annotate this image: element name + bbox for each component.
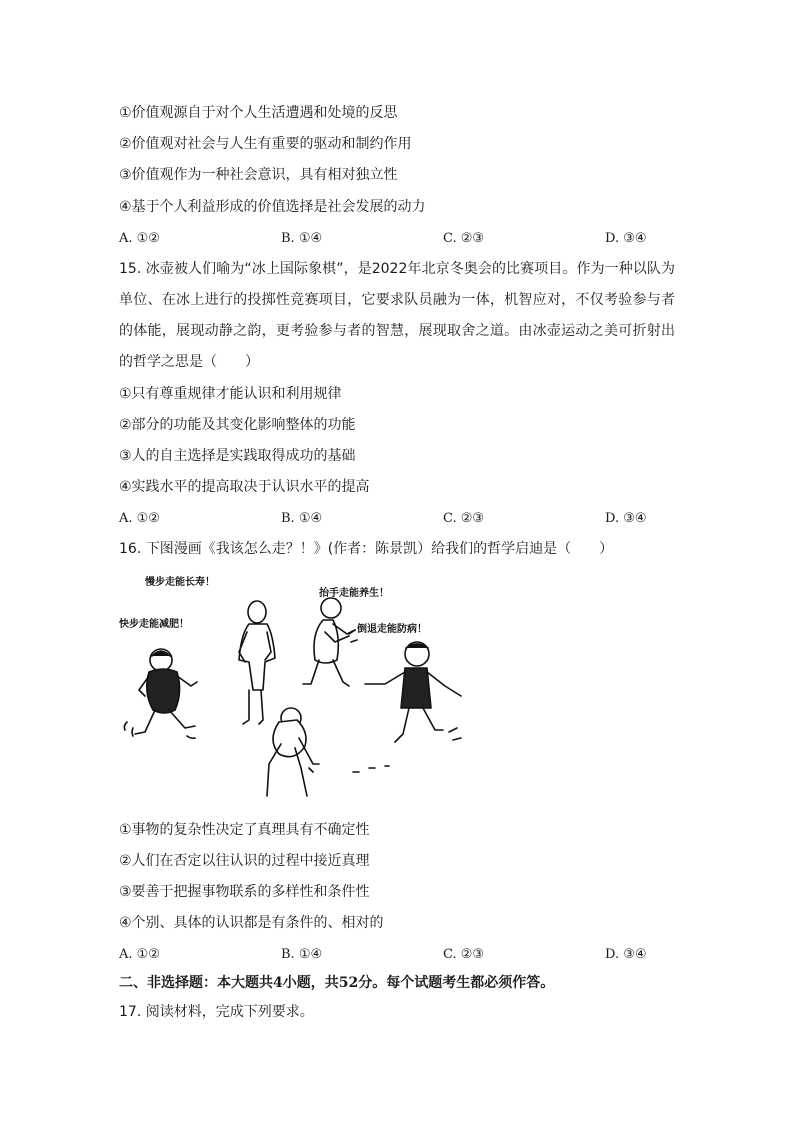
q16-option-d: D. ③④ bbox=[605, 947, 647, 962]
q16-option-c: C. ②③ bbox=[443, 947, 485, 962]
q14-option-a: A. ①② bbox=[119, 231, 160, 246]
q15-option-c: C. ②③ bbox=[443, 511, 485, 526]
q14-statement-4: ④基于个人利益形成的价值选择是社会发展的动力 bbox=[119, 199, 426, 215]
q15-statement-3: ③人的自主选择是实践取得成功的基础 bbox=[119, 448, 356, 464]
walking-cartoon bbox=[119, 572, 469, 808]
q16-option-a: A. ①② bbox=[119, 947, 160, 962]
crawling-walker-figure bbox=[267, 708, 389, 796]
q16-option-b: B. ①④ bbox=[281, 947, 323, 962]
q15-statement-2: ②部分的功能及其变化影响整体的功能 bbox=[119, 417, 356, 433]
q15-option-d: D. ③④ bbox=[605, 511, 647, 526]
caption-backward-walk: 倒退走能防病！ bbox=[357, 624, 427, 635]
q15-statement-4: ④实践水平的提高取决于认识水平的提高 bbox=[119, 479, 370, 495]
slow-walker-figure bbox=[239, 601, 275, 724]
q15-option-b: B. ①④ bbox=[281, 511, 323, 526]
q14-statement-1: ①价值观源自于对个人生活遭遇和处境的反思 bbox=[119, 105, 398, 121]
backward-walker-figure bbox=[365, 642, 461, 742]
caption-swing-walk: 抬手走能养生！ bbox=[319, 588, 389, 599]
q17-stem: 17. 阅读材料，完成下列要求。 bbox=[119, 1004, 314, 1020]
caption-fast-walk: 快步走能减肥！ bbox=[119, 619, 189, 630]
q15-option-a: A. ①② bbox=[119, 511, 160, 526]
q16-statement-2: ②人们在否定以往认识的过程中接近真理 bbox=[119, 853, 370, 869]
q16-options bbox=[119, 945, 679, 965]
fast-walker-figure bbox=[124, 649, 197, 738]
q16-statement-1: ①事物的复杂性决定了真理具有不确定性 bbox=[119, 822, 370, 838]
swing-walker-figure bbox=[303, 598, 357, 686]
q15-statement-1: ①只有尊重规律才能认识和利用规律 bbox=[119, 386, 342, 402]
q14-option-c: C. ②③ bbox=[443, 231, 485, 246]
q14-options bbox=[119, 229, 679, 249]
q14-statement-2: ②价值观对社会与人生有重要的驱动和制约作用 bbox=[119, 136, 412, 152]
caption-slow-walk: 慢步走能长寿！ bbox=[145, 577, 215, 588]
q15-options bbox=[119, 509, 679, 529]
q14-option-d: D. ③④ bbox=[605, 231, 647, 246]
q16-statement-4: ④个别、具体的认识都是有条件的、相对的 bbox=[119, 915, 384, 931]
q14-statement-3: ③价值观作为一种社会意识，具有相对独立性 bbox=[119, 167, 398, 183]
q14-option-b: B. ①④ bbox=[281, 231, 323, 246]
q16-stem: 16. 下图漫画《我该怎么走？！》(作者：陈景凯）给我们的哲学启迪是（ ） bbox=[119, 541, 614, 557]
section2-heading: 二、非选择题：本大题共4小题，共52分。每个试题考生都必须作答。 bbox=[119, 975, 555, 991]
q15-stem: 15. 冰壶被人们喻为“冰上国际象棋”，是2022年北京冬奥会的比赛项目。作为一种以队为单位、在冰上进行的投掷性竞赛项目，它要求队员融为一体，机智应对，不仅考验参与者的体能，展现动静之韵，更考验参与者的智慧，展现取舍之道。由冰壶运动之美可折射出的哲学之思是（ ） bbox=[119, 261, 675, 370]
q16-statement-3: ③要善于把握事物联系的多样性和条件性 bbox=[119, 884, 370, 900]
